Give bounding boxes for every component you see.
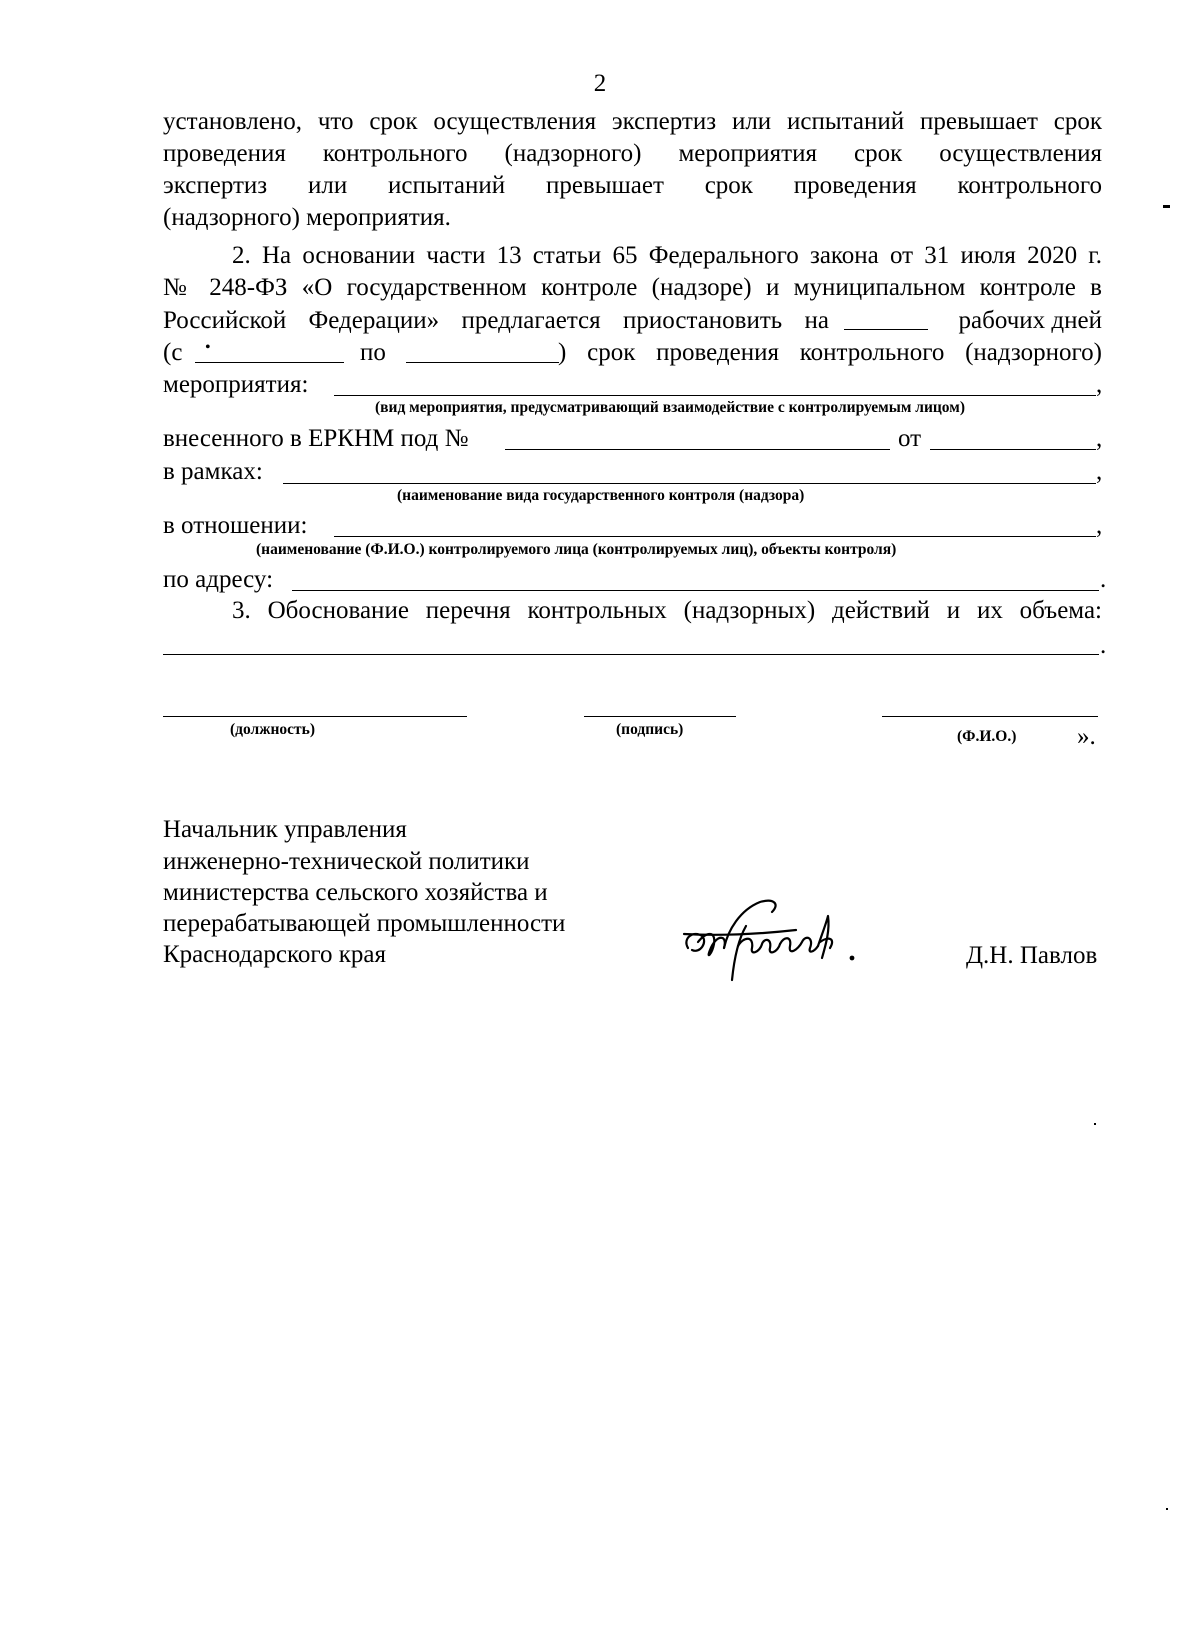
event-hint: (вид мероприятия, предусматривающий взаимодействие с контролируемым лицом)	[375, 399, 965, 416]
paragraph-1-line-4: (надзорного) мероприятия.	[163, 204, 451, 231]
erknm-from-label: от	[898, 425, 922, 452]
relation-label: в отношении:	[163, 512, 308, 539]
fio-hint: (Ф.И.О.)	[957, 728, 1017, 745]
paragraph-3: 3. Обоснование перечня контрольных (надзорных) действий и их объема:	[232, 597, 1102, 624]
position-blank	[163, 716, 467, 717]
signatory-name: Д.Н. Павлов	[966, 942, 1098, 969]
relation-comma: ,	[1096, 512, 1103, 539]
scan-speck	[1166, 1508, 1168, 1510]
date-to-blank	[406, 362, 559, 363]
event-label: мероприятия:	[163, 371, 309, 398]
page-number: 2	[593, 70, 607, 97]
paragraph-2-line-2: № 248-ФЗ «О государственном контроле (надзоре) и муниципальном контроле в	[163, 274, 1102, 301]
paragraph-2-line-4-from: (с	[163, 339, 183, 366]
paragraph-1-line-2: проведения контрольного (надзорного) мероприятия срок осуществления	[163, 140, 1102, 167]
justification-period: .	[1100, 632, 1107, 659]
signatory-title-line-2: инженерно-технической политики	[163, 848, 530, 875]
scope-blank	[283, 483, 1096, 484]
scope-comma: ,	[1096, 458, 1103, 485]
erknm-label: внесенного в ЕРКНМ под №	[163, 425, 469, 452]
address-label: по адресу:	[163, 566, 274, 593]
paragraph-1-line-3: экспертиз или испытаний превышает срок проведения контрольного	[163, 172, 1102, 199]
stray-mark: •	[205, 339, 211, 356]
closing-quote: ».	[1077, 723, 1096, 750]
paragraph-1-line-1: установлено, что срок осуществления экспертиз или испытаний превышает срок	[163, 108, 1102, 135]
scan-speck	[1094, 1123, 1096, 1125]
event-blank	[334, 395, 1096, 396]
paragraph-2-line-4-end: ) срок проведения контрольного (надзорного)	[558, 339, 1102, 366]
paragraph-2-line-3-end: рабочих дней	[958, 307, 1102, 334]
date-from-blank	[195, 362, 344, 363]
fio-blank	[882, 716, 1098, 717]
address-blank	[292, 590, 1099, 591]
erknm-date-blank	[930, 449, 1096, 450]
paragraph-2-line-3-start: Российской Федерации» предлагается приостановить на	[163, 307, 829, 334]
position-hint: (должность)	[230, 721, 316, 738]
signatory-title-line-4: перерабатывающей промышленности	[163, 910, 566, 937]
paragraph-2-line-4-to: по	[360, 339, 386, 366]
signature-blank	[584, 716, 736, 717]
signatory-title-line-5: Краснодарского края	[163, 941, 386, 968]
scope-label: в рамках:	[163, 458, 263, 485]
handwritten-signature	[680, 890, 870, 990]
event-comma: ,	[1096, 371, 1103, 398]
relation-hint: (наименование (Ф.И.О.) контролируемого лица (контролируемых лиц), объекты контроля)	[256, 541, 897, 558]
scope-hint: (наименование вида государственного контроля (надзора)	[397, 487, 805, 504]
signatory-title-line-3: министерства сельского хозяйства и	[163, 879, 548, 906]
paragraph-2-line-1: 2. На основании части 13 статьи 65 Федерального закона от 31 июля 2020 г.	[232, 242, 1102, 269]
signatory-title-line-1: Начальник управления	[163, 816, 407, 843]
erknm-comma: ,	[1096, 425, 1103, 452]
address-period: .	[1100, 566, 1107, 593]
scan-speck	[1163, 205, 1170, 208]
justification-blank	[163, 654, 1099, 655]
work-days-blank	[844, 329, 928, 330]
signature-hint: (подпись)	[616, 721, 684, 738]
relation-blank	[334, 536, 1096, 537]
erknm-number-blank	[505, 449, 890, 450]
